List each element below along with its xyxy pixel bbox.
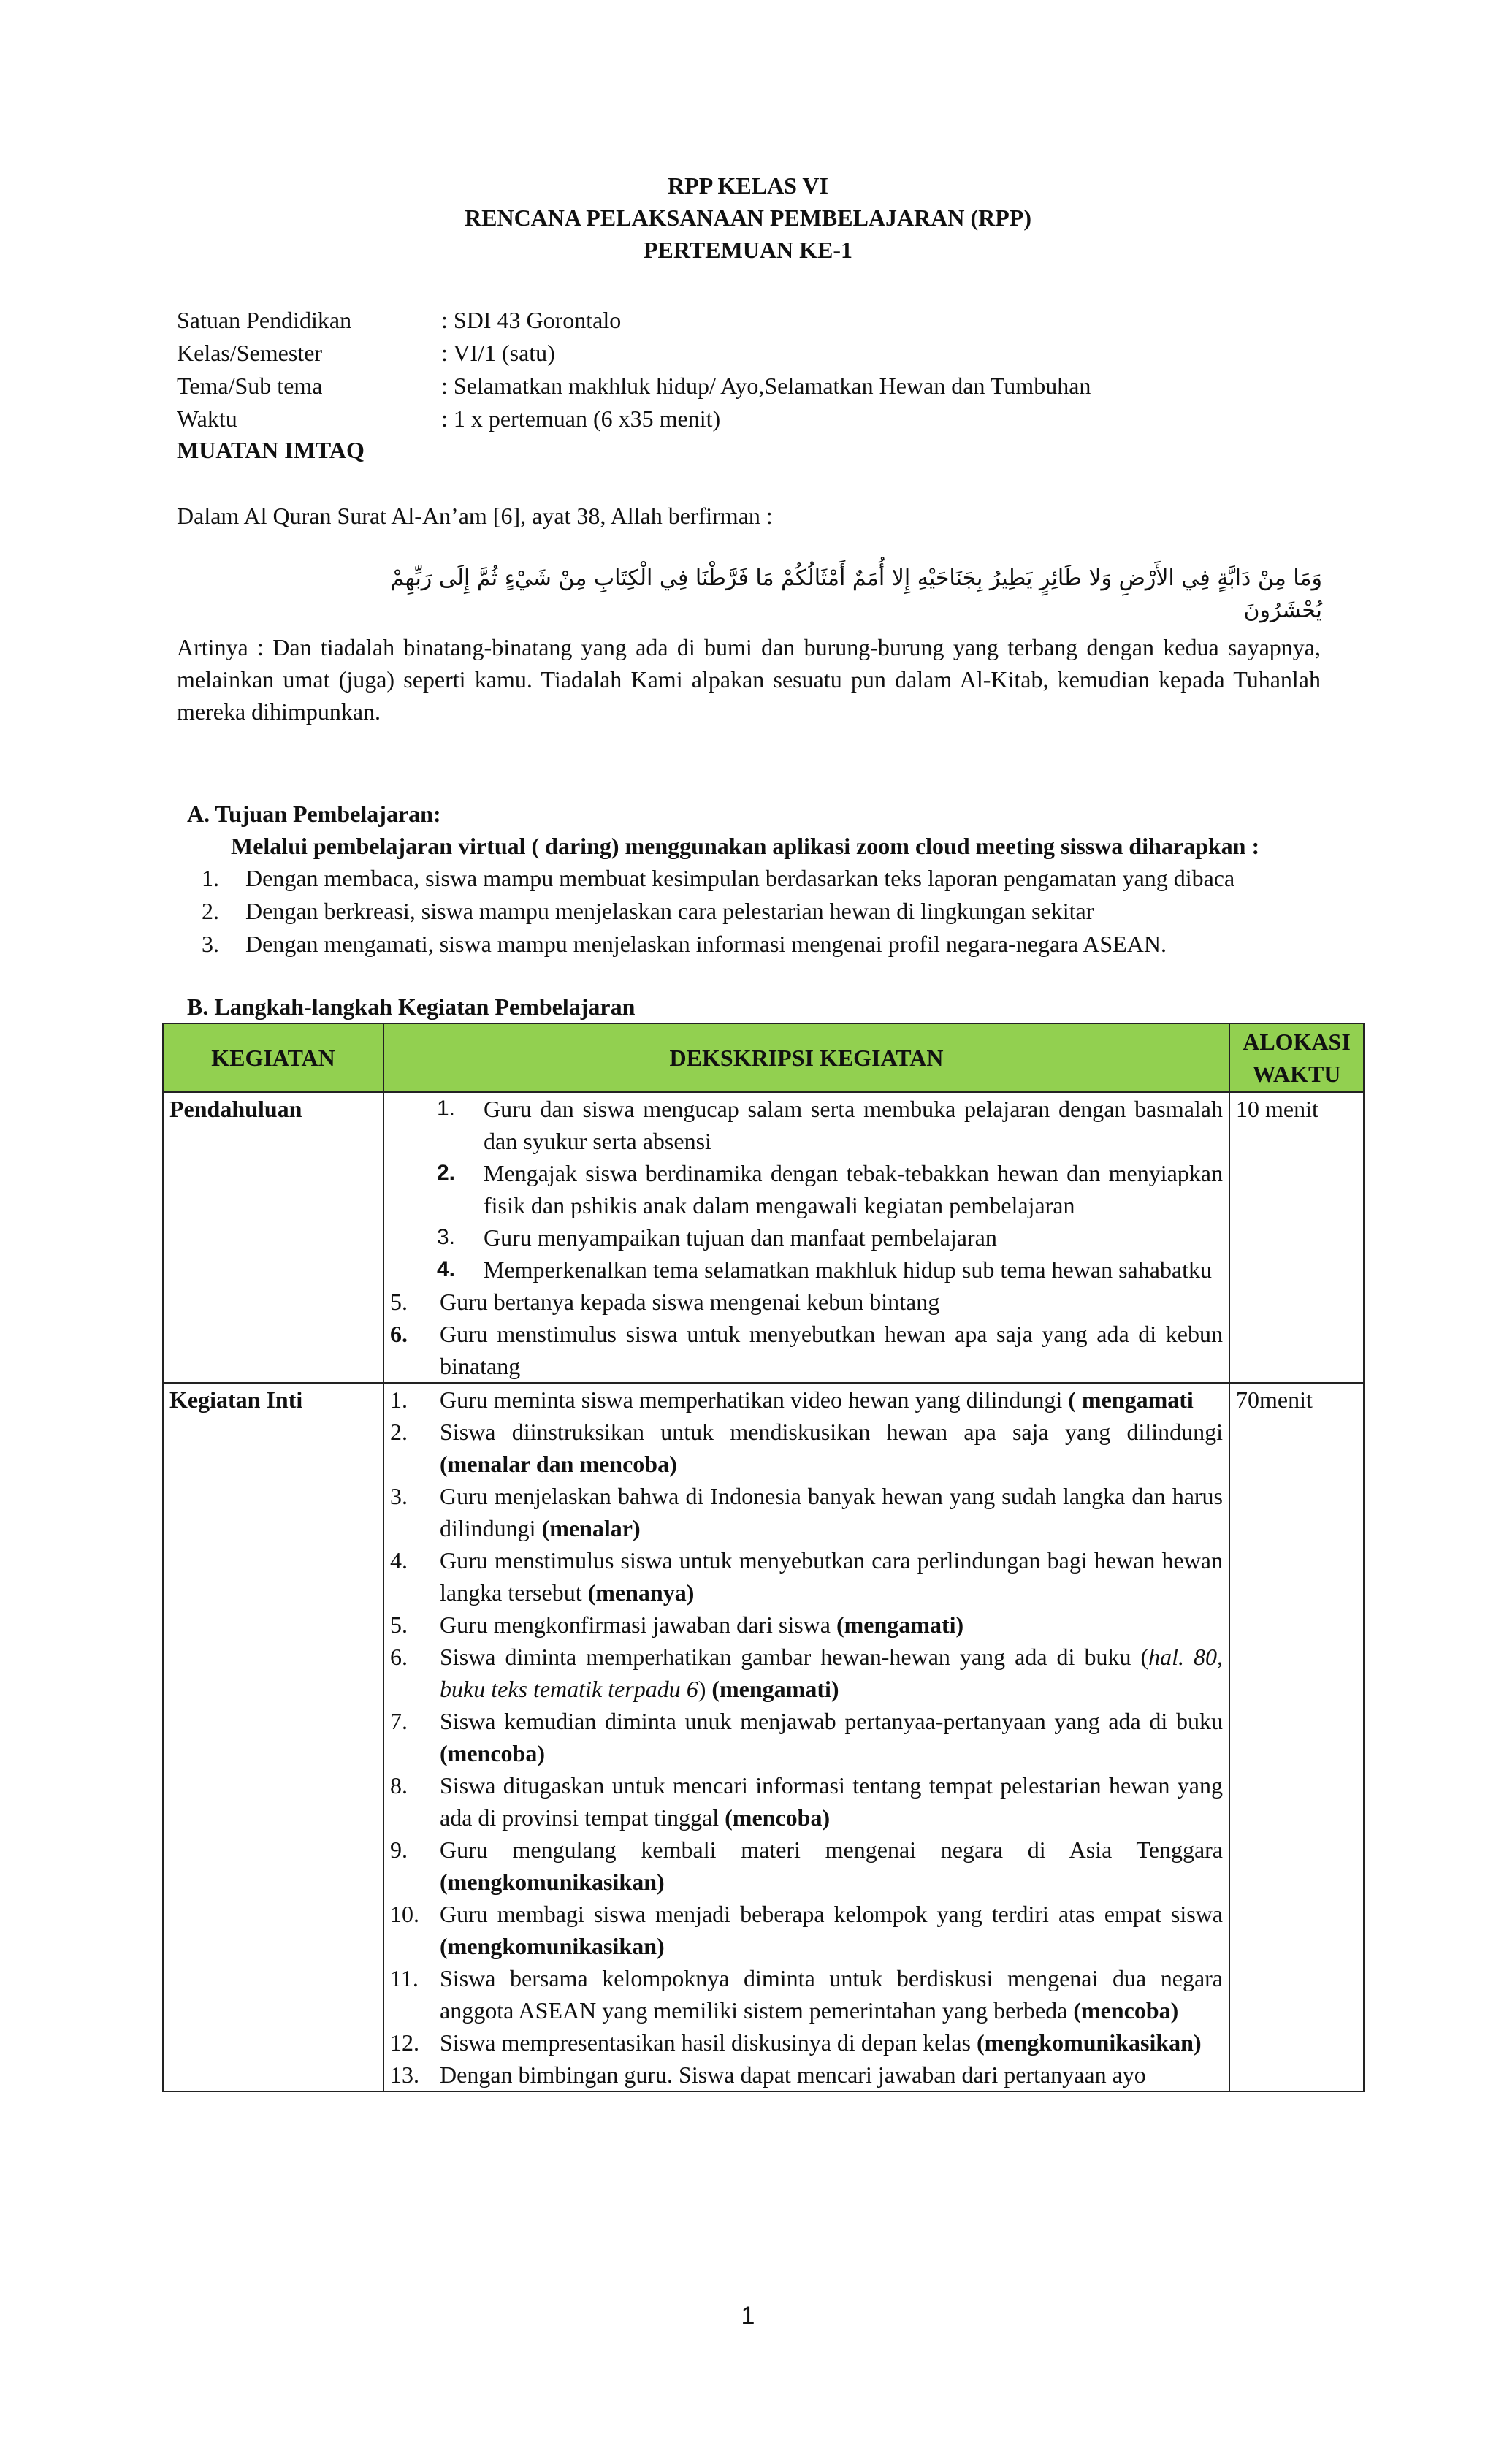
goals-list [177, 862, 1346, 961]
step-number: 7. [390, 1708, 408, 1734]
step-description: Siswa bersama kelompoknya diminta untuk berdiskusi mengenai dua negara anggota ASEAN yang memiliki sistem pemerintahan yang berbeda [440, 1965, 1223, 2024]
list-item [390, 1221, 1223, 1254]
step-description: Guru menjelaskan bahwa di Indonesia banyak hewan yang sudah langka dan harus dilindungi [440, 1483, 1223, 1541]
section-a-title: A. Tujuan Pembelajaran: [187, 801, 441, 827]
step-number: 4. [390, 1547, 408, 1574]
pendahuluan-steps [390, 1093, 1223, 1286]
step-number: 2. [437, 1161, 456, 1185]
step-number: 5. [390, 1289, 408, 1315]
section-b-title: B. Langkah-langkah Kegiatan Pembelajaran [187, 993, 636, 1020]
kegiatan-pendahuluan: Pendahuluan [163, 1092, 383, 1383]
list-item [390, 1318, 1223, 1382]
step-text: Guru dan siswa mengucap salam serta membuka pelajaran dengan basmalah dan syukur serta absensi [484, 1096, 1223, 1154]
step-description: Siswa mempresentasikan hasil diskusinya di depan kelas [440, 2029, 977, 2056]
step-text [440, 2026, 1223, 2059]
kegiatan-inti: Kegiatan Inti [163, 1383, 383, 2091]
list-item [390, 1705, 1223, 1769]
step-approach: (menanya) [587, 1579, 695, 1606]
list-item [390, 1609, 1223, 1641]
meta-value: : SDI 43 Gorontalo [441, 307, 622, 333]
list-item [390, 1254, 1223, 1286]
meta-value: : Selamatkan makhluk hidup/ Ayo,Selamatkan Hewan dan Tumbuhan [441, 373, 1091, 399]
step-number: 3. [390, 1483, 408, 1509]
step-approach: (mengkomunikasikan) [440, 1933, 665, 1959]
goal-text: Dengan membaca, siswa mampu membuat kesimpulan berdasarkan teks laporan pengamatan yang dibaca [245, 865, 1235, 891]
step-text [440, 1544, 1223, 1609]
inti-steps [390, 1384, 1223, 2091]
step-number: 5. [390, 1611, 408, 1638]
meta-row [177, 403, 1346, 435]
step-description: Siswa diminta memperhatikan gambar hewan-hewan yang ada di buku ( [440, 1644, 1149, 1670]
step-number: 3. [437, 1225, 456, 1249]
step-description: Guru mengulang kembali materi mengenai negara di Asia Tenggara [440, 1836, 1223, 1863]
table-row [163, 1092, 1364, 1383]
step-description-end: ) [698, 1676, 712, 1702]
list-item [390, 1286, 1223, 1318]
step-text [440, 1609, 1223, 1641]
list-item [390, 1769, 1223, 1834]
header-deskripsi: DEKSKRIPSI KEGIATAN [383, 1023, 1229, 1092]
step-number: 4. [437, 1257, 456, 1281]
step-number: 12. [390, 2029, 419, 2056]
step-number: 11. [390, 1965, 419, 1991]
goal-text: Dengan berkreasi, siswa mampu menjelaskan cara pelestarian hewan di lingkungan sekitar [245, 898, 1094, 924]
goal-number: 2. [202, 898, 219, 924]
step-text [440, 1705, 1223, 1769]
step-approach: (menalar dan mencoba) [440, 1451, 677, 1477]
header-kegiatan: KEGIATAN [163, 1023, 383, 1092]
list-item [177, 928, 1346, 961]
imtaq-heading: MUATAN IMTAQ [177, 437, 365, 463]
step-number: 6. [390, 1321, 408, 1347]
step-number: 6. [390, 1644, 408, 1670]
meta-label: Tema/Sub tema [177, 373, 323, 399]
list-item [390, 1384, 1223, 1416]
table-header-row [163, 1023, 1364, 1092]
step-text [440, 1480, 1223, 1544]
step-text [440, 1898, 1223, 1962]
list-item [390, 2059, 1223, 2091]
list-item [390, 1962, 1223, 2026]
meta-value: : 1 x pertemuan (6 x35 menit) [441, 405, 721, 432]
list-item [390, 1544, 1223, 1609]
alokasi-pendahuluan: 10 menit [1229, 1092, 1364, 1383]
activities-table [162, 1023, 1365, 2092]
step-number: 2. [390, 1419, 408, 1445]
meta-value: : VI/1 (satu) [441, 340, 555, 366]
step-description: Guru membagi siswa menjadi beberapa kelompok yang terdiri atas empat siswa [440, 1901, 1223, 1927]
list-item [390, 1416, 1223, 1480]
goal-number: 1. [202, 865, 219, 891]
step-text [440, 1416, 1223, 1480]
step-text [440, 1641, 1223, 1705]
list-item [390, 1898, 1223, 1962]
step-number: 13. [390, 2061, 419, 2088]
pendahuluan-steps-continued [390, 1286, 1223, 1382]
step-approach: (mengamati) [711, 1676, 839, 1702]
section-a-heading [187, 798, 1356, 862]
list-item [390, 1157, 1223, 1221]
table-row [163, 1383, 1364, 2091]
step-number: 10. [390, 1901, 419, 1927]
title-line-3: PERTEMUAN KE-1 [644, 237, 852, 263]
list-item [177, 895, 1346, 928]
section-a-subtitle: Melalui pembelajaran virtual ( daring) menggunakan aplikasi zoom cloud meeting sisswa diharapkan : [231, 833, 1260, 859]
goal-number: 3. [202, 931, 219, 957]
meta-row [177, 370, 1346, 403]
step-description: Guru mengkonfirmasi jawaban dari siswa [440, 1611, 836, 1638]
step-reference: hal. 80, buku teks tematik terpadu 6 [440, 1644, 1224, 1702]
arabic-verse: وَمَا مِنْ دَابَّةٍ فِي الأَرْضِ وَلا طَائِرٍ يَطِيرُ بِجَنَاحَيْهِ إِلا أُمَمٌ أَمْثَالُكُمْ مَا فَرَّطْنَا فِي الْكِتَابِ مِنْ شَيْءٍ ثُمَّ إِلَى رَبِّهِمْ يُحْشَرُونَ [390, 565, 1322, 623]
step-number: 8. [390, 1772, 408, 1799]
step-description: Guru meminta siswa memperhatikan video hewan yang dilindungi [440, 1387, 1069, 1413]
step-text: Guru menyampaikan tujuan dan manfaat pembelajaran [484, 1224, 997, 1251]
meta-label: Waktu [177, 405, 237, 432]
step-approach: (mencoba) [440, 1740, 545, 1766]
document-title [0, 169, 1496, 266]
step-description: Guru menstimulus siswa untuk menyebutkan cara perlindungan bagi hewan hewan langka tersebut [440, 1547, 1223, 1606]
step-text: Memperkenalkan tema selamatkan makhluk hidup sub tema hewan sahabatku [484, 1256, 1213, 1283]
step-description: Siswa diinstruksikan untuk mendiskusikan hewan apa saja yang dilindungi [440, 1419, 1223, 1445]
step-approach: ( mengamati [1068, 1387, 1194, 1413]
verse-translation: Artinya : Dan tiadalah binatang-binatang yang ada di bumi dan burung-burung yang terbang dengan kedua sayapnya, melainkan umat (juga) seperti kamu. Tiadalah Kami alpakan sesuatu pun dalam Al-Kitab, kemudian kepada Tuhanlah mereka dihimpunkan. [177, 634, 1321, 725]
goal-text: Dengan mengamati, siswa mampu menjelaskan informasi mengenai profil negara-negara ASEAN. [245, 931, 1167, 957]
title-line-1: RPP KELAS VI [668, 172, 828, 199]
deskripsi-inti [383, 1383, 1229, 2091]
quran-intro: Dalam Al Quran Surat Al-An’am [6], ayat 38, Allah berfirman : [177, 503, 773, 529]
page-number: 1 [741, 2302, 755, 2330]
list-item [390, 1480, 1223, 1544]
list-item [390, 2026, 1223, 2059]
step-text [440, 1962, 1223, 2026]
step-description: Siswa ditugaskan untuk mencari informasi tentang tempat pelestarian hewan yang ada di provinsi tempat tinggal [440, 1772, 1223, 1831]
meta-row [177, 337, 1346, 370]
step-text: Dengan bimbingan guru. Siswa dapat mencari jawaban dari pertanyaan ayo [440, 2061, 1146, 2088]
deskripsi-pendahuluan [383, 1092, 1229, 1383]
step-approach: (mengkomunikasikan) [440, 1869, 665, 1895]
step-text: Guru bertanya kepada siswa mengenai kebun bintang [440, 1289, 940, 1315]
step-number: 1. [390, 1387, 408, 1413]
list-item [390, 1093, 1223, 1157]
step-approach: (mencoba) [725, 1804, 831, 1831]
step-approach: (mengkomunikasikan) [976, 2029, 1202, 2056]
list-item [390, 1834, 1223, 1898]
step-approach: (menalar) [541, 1515, 641, 1541]
step-text: Mengajak siswa berdinamika dengan tebak-tebakkan hewan dan menyiapkan fisik dan pshikis anak dalam mengawali kegiatan pembelajaran [484, 1160, 1223, 1218]
step-text: Guru menstimulus siswa untuk menyebutkan hewan apa saja yang ada di kebun binatang [440, 1321, 1223, 1379]
meta-label: Satuan Pendidikan [177, 307, 352, 333]
identity-block [177, 304, 1346, 435]
list-item [177, 862, 1346, 895]
list-item [390, 1641, 1223, 1705]
step-description: Siswa kemudian diminta unuk menjawab pertanyaa-pertanyaan yang ada di buku [440, 1708, 1223, 1734]
meta-label: Kelas/Semester [177, 340, 323, 366]
header-alokasi: ALOKASI WAKTU [1229, 1023, 1364, 1092]
step-number: 9. [390, 1836, 408, 1863]
title-line-2: RENCANA PELAKSANAAN PEMBELAJARAN (RPP) [465, 205, 1031, 231]
meta-row [177, 304, 1346, 337]
alokasi-inti: 70menit [1229, 1383, 1364, 2091]
step-text [440, 1384, 1223, 1416]
step-text [440, 1769, 1223, 1834]
step-approach: (mencoba) [1073, 1997, 1179, 2024]
step-number: 1. [437, 1096, 456, 1121]
step-text [440, 1834, 1223, 1898]
step-approach: (mengamati) [836, 1611, 964, 1638]
